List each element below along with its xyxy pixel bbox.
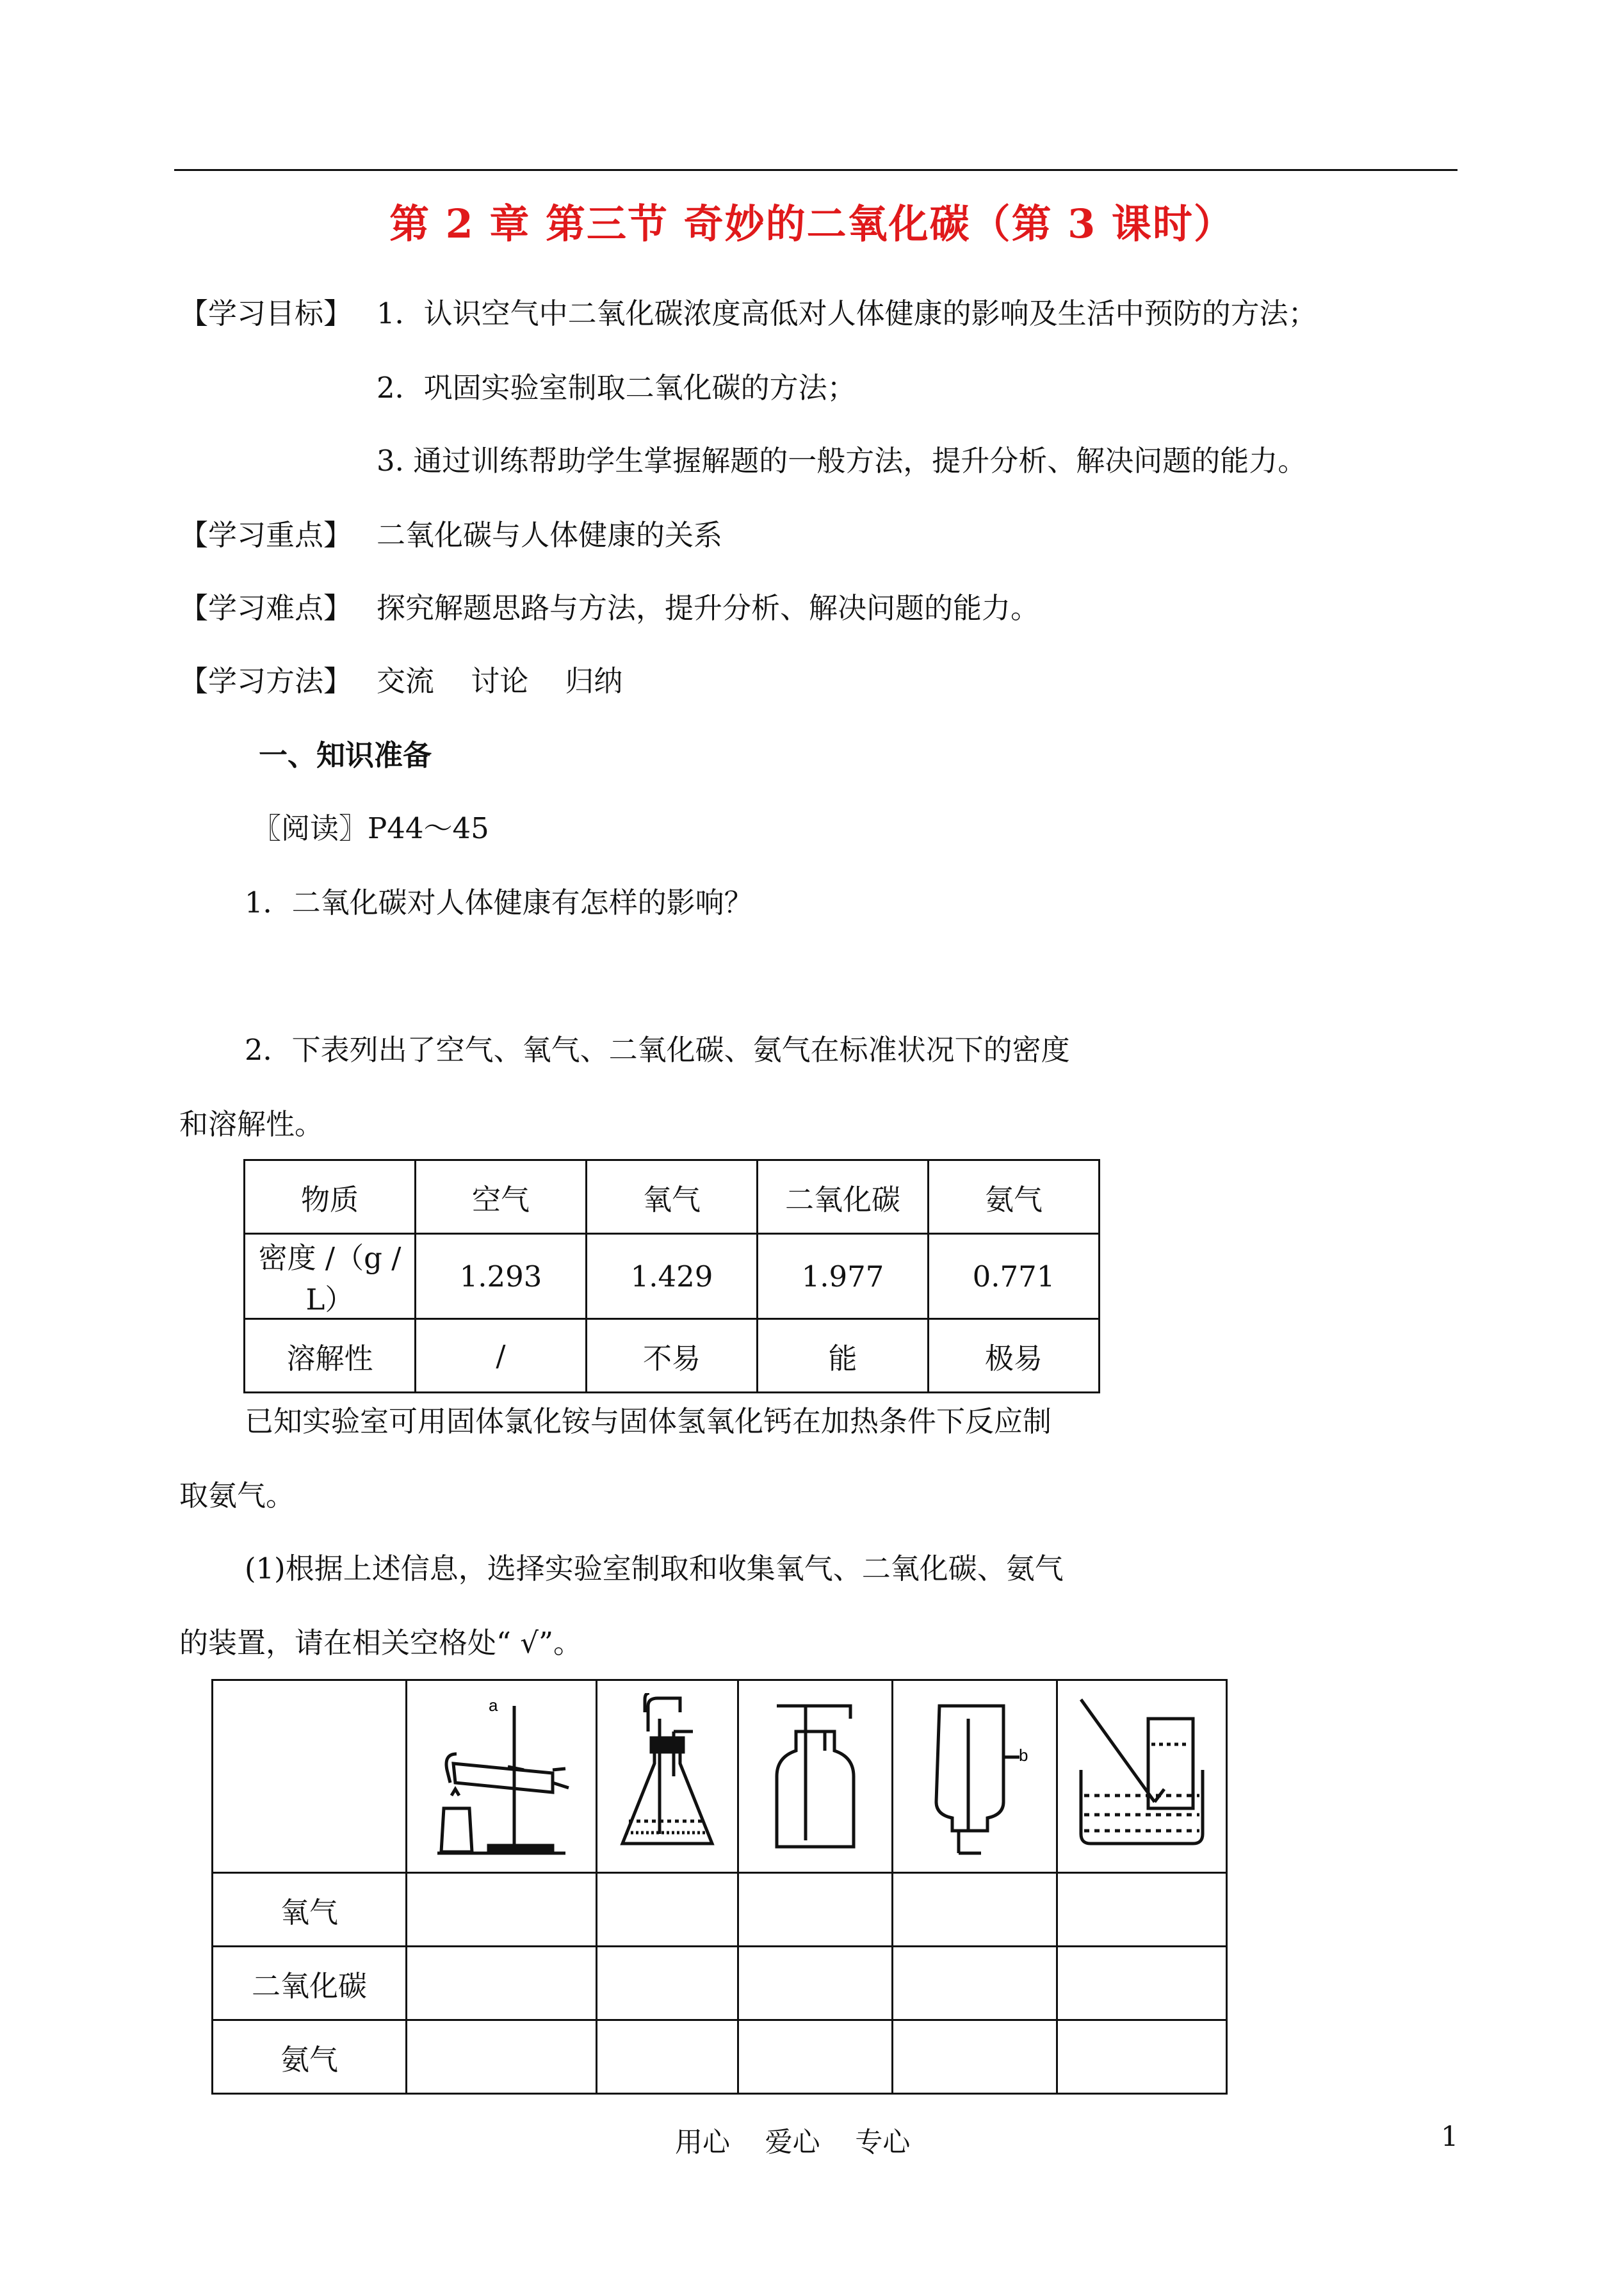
conical-flask-apparatus-icon: [610, 1693, 725, 1860]
question-1: 1．二氧化碳对人体健康有怎样的影响？: [245, 886, 753, 920]
table-cell: [1057, 1680, 1227, 1873]
table-cell: 氧气: [587, 1160, 758, 1234]
table-cell: 1.293: [416, 1234, 587, 1319]
table-row: [245, 1319, 1100, 1393]
method-text: 交流 讨论 归纳: [377, 664, 623, 698]
question-3-line2: 的装置，请在相关空格处“ √”。: [179, 1626, 582, 1660]
objective-item-3: 3. 通过训练帮助学生掌握解题的一般方法，提升分析、解决问题的能力。: [377, 444, 1307, 478]
answer-cell[interactable]: [738, 1947, 893, 2020]
answer-cell[interactable]: [738, 1873, 893, 1947]
objectives-label: 【学习目标】: [179, 296, 353, 330]
water-trough-apparatus-icon: [1071, 1693, 1212, 1860]
table-cell: 空气: [416, 1160, 587, 1234]
page-title: 第 2 章 第三节 奇妙的二氧化碳（第 3 课时）: [389, 200, 1235, 247]
row-label: 二氧化碳: [213, 1947, 407, 2020]
method-label: 【学习方法】: [179, 664, 353, 698]
key-point-label: 【学习重点】: [179, 518, 353, 552]
table-cell: /: [416, 1319, 587, 1393]
table-cell: [597, 1680, 738, 1873]
table-cell: [738, 1680, 893, 1873]
answer-cell[interactable]: [597, 1947, 738, 2020]
table-cell: 1.977: [758, 1234, 929, 1319]
apparatus-table: [211, 1679, 1228, 2095]
paragraph-line2: 取氨气。: [179, 1479, 295, 1512]
gas-bottle-upward-apparatus-icon: [764, 1693, 866, 1860]
question-2-line2: 和溶解性。: [179, 1107, 324, 1141]
gas-bottle-downward-apparatus-icon: [914, 1693, 1035, 1860]
answer-cell[interactable]: [597, 1873, 738, 1947]
answer-cell[interactable]: [893, 1873, 1057, 1947]
table-cell: 密度 /（g / L）: [245, 1234, 416, 1319]
header-rule: [174, 169, 1458, 171]
objective-item-1: 1．认识空气中二氧化碳浓度高低对人体健康的影响及生活中预防的方法；: [377, 296, 1317, 330]
table-cell: [407, 1680, 597, 1873]
answer-cell[interactable]: [407, 1947, 597, 2020]
row-label: 氧气: [213, 1873, 407, 1947]
page-number: 1: [1441, 2121, 1459, 2153]
footer-motto: 用心 爱心 专心: [675, 2127, 911, 2159]
paragraph-line1: 已知实验室可用固体氯化铵与固体氢氧化钙在加热条件下反应制: [245, 1404, 1052, 1438]
table-cell: 极易: [929, 1319, 1100, 1393]
table-row: [213, 2020, 1227, 2094]
answer-cell[interactable]: [893, 1947, 1057, 2020]
reading-ref: 〖阅读〗P44～45: [252, 811, 489, 845]
table-row: [245, 1234, 1100, 1319]
answer-cell[interactable]: [1057, 1873, 1227, 1947]
table-row: [245, 1160, 1100, 1234]
label-b: b: [1019, 1746, 1028, 1765]
objective-item-2: 2．巩固实验室制取二氧化碳的方法；: [377, 371, 856, 405]
table-row: [213, 1680, 1227, 1873]
answer-cell[interactable]: [738, 2020, 893, 2094]
key-point-text: 二氧化碳与人体健康的关系: [377, 518, 723, 552]
table-cell: 1.429: [587, 1234, 758, 1319]
answer-cell[interactable]: [1057, 1947, 1227, 2020]
heating-tube-apparatus-icon: [425, 1693, 578, 1860]
section-heading: 一、知识准备: [259, 738, 432, 772]
density-table: [243, 1159, 1100, 1393]
answer-cell[interactable]: [893, 2020, 1057, 2094]
question-3-line1: (1)根据上述信息，选择实验室制取和收集氧气、二氧化碳、氨气: [245, 1552, 1064, 1585]
table-cell: 0.771: [929, 1234, 1100, 1319]
answer-cell[interactable]: [407, 2020, 597, 2094]
table-cell: [893, 1680, 1057, 1873]
table-cell: 物质: [245, 1160, 416, 1234]
row-label: 氨气: [213, 2020, 407, 2094]
answer-cell[interactable]: [1057, 2020, 1227, 2094]
difficulty-label: 【学习难点】: [179, 591, 353, 625]
table-cell: 不易: [587, 1319, 758, 1393]
table-row: [213, 1947, 1227, 2020]
answer-cell[interactable]: [407, 1873, 597, 1947]
table-cell: 溶解性: [245, 1319, 416, 1393]
table-cell: 能: [758, 1319, 929, 1393]
table-cell: [213, 1680, 407, 1873]
question-2-line1: 2．下表列出了空气、氧气、二氧化碳、氨气在标准状况下的密度: [245, 1033, 1070, 1067]
difficulty-text: 探究解题思路与方法，提升分析、解决问题的能力。: [377, 591, 1040, 625]
label-a: a: [489, 1696, 498, 1715]
table-cell: 二氧化碳: [758, 1160, 929, 1234]
table-cell: 氨气: [929, 1160, 1100, 1234]
table-row: [213, 1873, 1227, 1947]
answer-cell[interactable]: [597, 2020, 738, 2094]
